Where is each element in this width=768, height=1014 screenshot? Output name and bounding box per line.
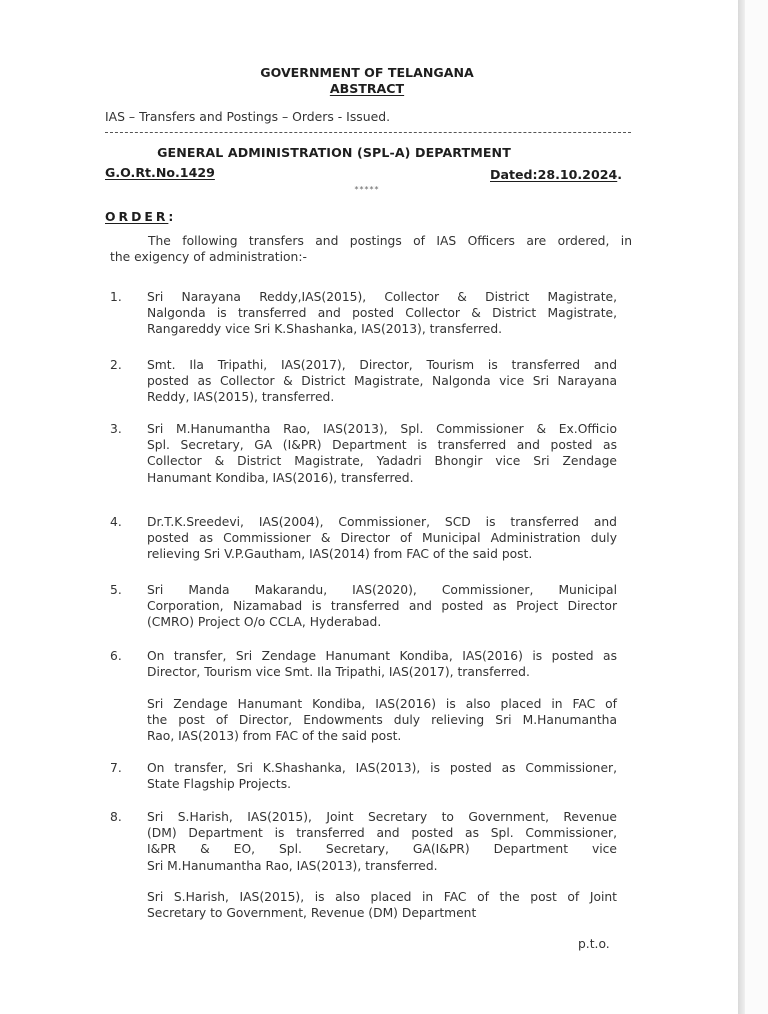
item-number: 7.	[110, 761, 122, 775]
item-line: posted as Commissioner & Director of Municipal Administration duly	[147, 531, 617, 546]
item-line: Smt. Ila Tripathi, IAS(2017), Director, Tourism is transferred and	[147, 358, 617, 372]
item-line: I&PR & EO, Spl. Secretary, GA(I&PR) Department vice	[147, 842, 617, 857]
subject-line: IAS – Transfers and Postings – Orders - Issued.	[105, 109, 391, 124]
dated-suffix: .	[617, 167, 623, 182]
order-item-1	[147, 289, 617, 338]
item-line: Dr.T.K.Sreedevi, IAS(2004), Commissioner, SCD is transferred and	[147, 515, 617, 529]
order-item-4	[147, 514, 617, 563]
item-line: Director, Tourism vice Smt. Ila Tripathi, IAS(2017), transferred.	[147, 665, 530, 680]
go-number: G.O.Rt.No.1429	[105, 165, 215, 180]
item-line: Secretary to Government, Revenue (DM) Department	[147, 906, 477, 921]
item-line: Spl. Secretary, GA (I&PR) Department is transferred and posted as	[147, 438, 617, 453]
intro-line: The following transfers and postings of IAS Officers are ordered, in	[148, 234, 632, 248]
item-line: (DM) Department is transferred and posted as Spl. Commissioner,	[147, 826, 617, 841]
item-line: Nalgonda is transferred and posted Collector & District Magistrate,	[147, 306, 617, 321]
dated-label: Dated:28.10.2024	[490, 167, 618, 182]
item-line: Rao, IAS(2013) from FAC of the said post.	[147, 729, 402, 744]
item-line: Sri M.Hanumantha Rao, IAS(2013), transferred.	[147, 858, 438, 873]
item-line: Hanumant Kondiba, IAS(2016), transferred.	[147, 470, 414, 485]
order-heading	[105, 209, 173, 224]
order-item-8-addendum	[147, 889, 617, 921]
item-number: 6.	[110, 649, 122, 663]
item-line: Reddy, IAS(2015), transferred.	[147, 390, 335, 405]
dashed-divider	[105, 132, 631, 133]
order-item-3	[147, 421, 617, 486]
department-heading: GENERAL ADMINISTRATION (SPL-A) DEPARTMENT	[157, 145, 511, 160]
item-line: relieving Sri V.P.Gautham, IAS(2014) from FAC of the said post.	[147, 547, 533, 562]
government-heading: GOVERNMENT OF TELANGANA	[260, 65, 474, 80]
item-line: the post of Director, Endowments duly relieving Sri M.Hanumantha	[147, 713, 617, 728]
item-line: Sri M.Hanumantha Rao, IAS(2013), Spl. Commissioner & Ex.Officio	[147, 422, 617, 436]
item-line: Sri Narayana Reddy,IAS(2015), Collector & District Magistrate,	[147, 290, 617, 304]
item-number: 1.	[110, 290, 122, 304]
item-line: On transfer, Sri K.Shashanka, IAS(2013), is posted as Commissioner,	[147, 761, 617, 775]
item-number: 2.	[110, 358, 122, 372]
item-line: Sri Manda Makarandu, IAS(2020), Commissioner, Municipal	[147, 583, 617, 597]
page-edge-shadow	[738, 0, 745, 1014]
item-number: 3.	[110, 422, 122, 436]
item-number: 5.	[110, 583, 122, 597]
item-line: Sri Zendage Hanumant Kondiba, IAS(2016) is also placed in FAC of	[147, 697, 617, 711]
order-item-6-addendum	[147, 696, 617, 745]
item-line: Collector & District Magistrate, Yadadri Bhongir vice Sri Zendage	[147, 454, 617, 469]
item-line: (CMRO) Project O/o CCLA, Hyderabad.	[147, 615, 382, 630]
order-item-2	[147, 357, 617, 406]
please-turn-over: p.t.o.	[578, 937, 610, 951]
order-item-6	[147, 648, 617, 680]
intro-line: the exigency of administration:-	[110, 250, 307, 265]
item-line: Corporation, Nizamabad is transferred and posted as Project Director	[147, 599, 617, 614]
item-line: On transfer, Sri Zendage Hanumant Kondiba, IAS(2016) is posted as	[147, 649, 617, 663]
item-number: 8.	[110, 810, 122, 824]
order-item-7	[147, 760, 617, 792]
intro-paragraph	[110, 233, 632, 265]
item-number: 4.	[110, 515, 122, 529]
separator-stars: *****	[354, 185, 380, 194]
abstract-label: ABSTRACT	[329, 81, 405, 96]
item-line: Sri S.Harish, IAS(2015), is also placed in FAC of the post of Joint	[147, 890, 617, 904]
order-label: ORDER	[105, 209, 169, 224]
item-line: State Flagship Projects.	[147, 777, 292, 792]
abstract-heading	[0, 81, 734, 96]
page-margin	[745, 0, 768, 1014]
item-line: posted as Collector & District Magistrate, Nalgonda vice Sri Narayana	[147, 374, 617, 389]
dated	[490, 167, 622, 182]
order-item-5	[147, 582, 617, 631]
item-line: Rangareddy vice Sri K.Shashanka, IAS(2013), transferred.	[147, 322, 503, 337]
item-line: Sri S.Harish, IAS(2015), Joint Secretary to Government, Revenue	[147, 810, 617, 824]
order-item-8	[147, 809, 617, 874]
order-colon: :	[168, 209, 174, 224]
